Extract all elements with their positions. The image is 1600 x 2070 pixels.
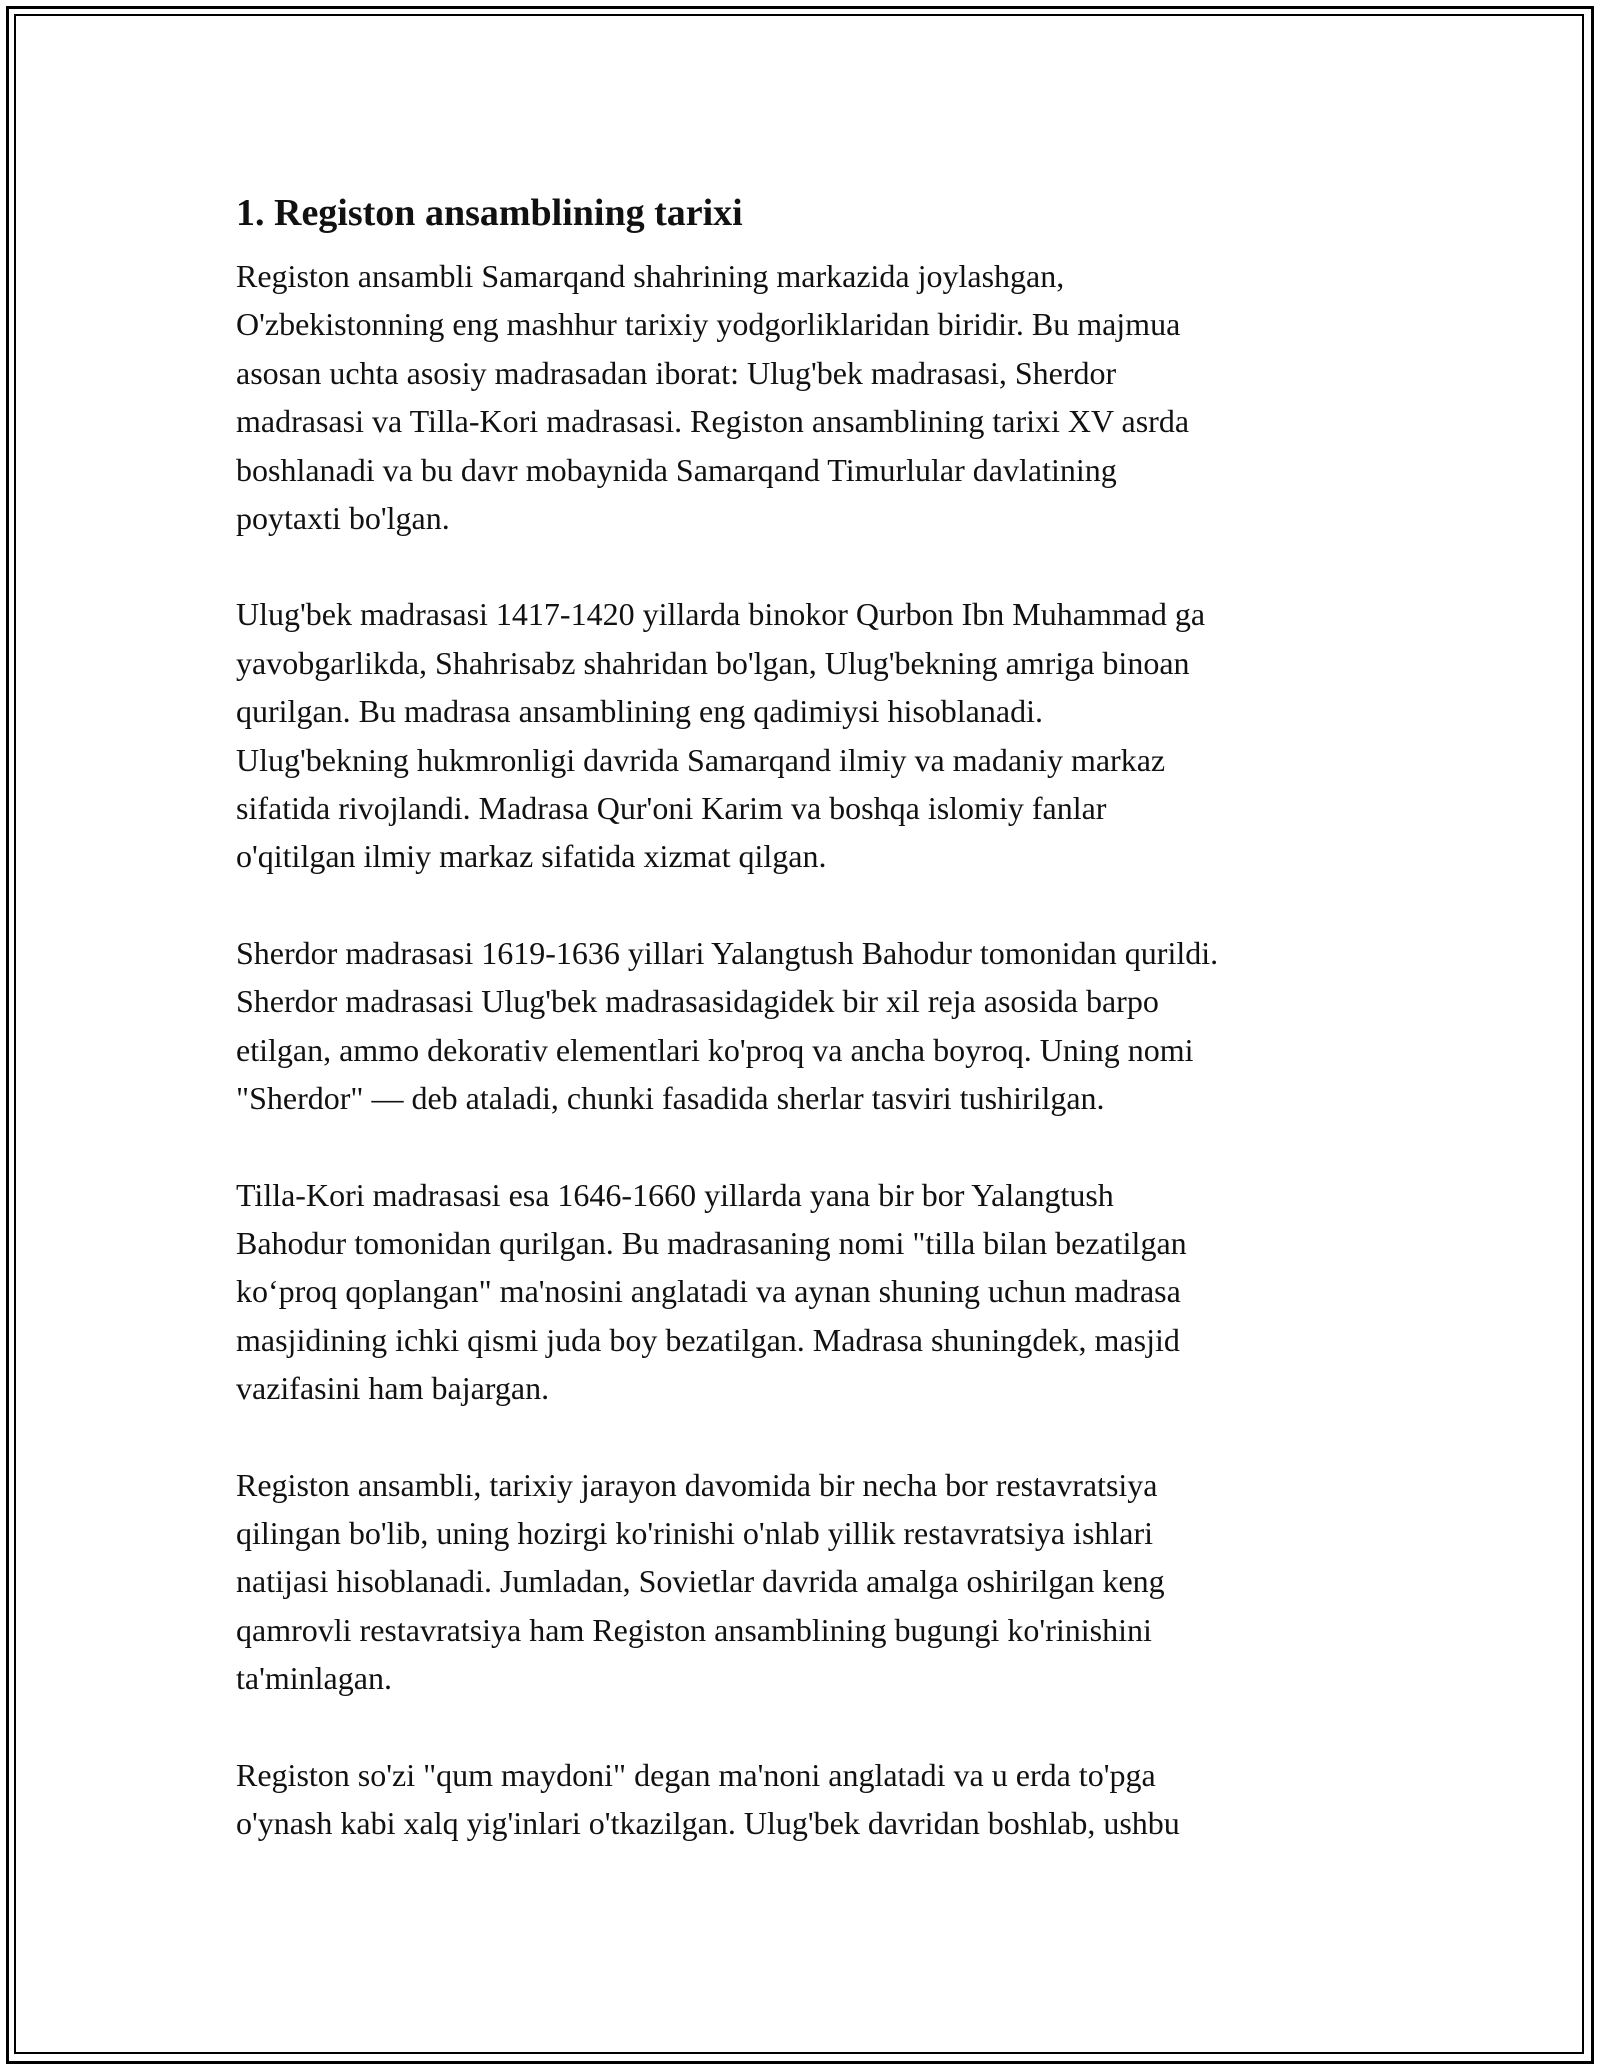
paragraph-sherdor-madrasa: Sherdor madrasasi 1619-1636 yillari Yalangtush Bahodur tomonidan qurildi. Sherdor madrasasi Ulug'bek madrasasidagidek bir xil reja asosida barpo etilgan, ammo dekorativ elementlari ko'proq va ancha boyroq. Uning nomi "Sherdor" — deb ataladi, chunki fasadida sherlar tasviri tushirilgan.: [236, 934, 1219, 1117]
paragraph-restoration: Registon ansambli, tarixiy jarayon davomida bir necha bor restavratsiya qilingan bo'lib, uning hozirgi ko'rinishi o'nlab yillik restavratsiya ishlari natijasi hisoblanadi. Jumladan, Sovietlar davrida amalga oshirilgan keng qamrovli restavratsiya ham Registon ansamblining bugungi ko'rinishini ta'minlagan.: [236, 1466, 1165, 1697]
paragraph-name-meaning: Registon so'zi "qum maydoni" degan ma'noni anglatadi va u erda to'pga o'ynash kabi xalq yig'inlari o'tkazilgan. Ulug'bek davridan boshlab, ushbu: [236, 1756, 1180, 1841]
section-heading: 1. Registon ansamblining tarixi: [236, 192, 743, 234]
paragraph-tilla-kori-madrasa: Tilla-Kori madrasasi esa 1646-1660 yillarda yana bir bor Yalangtush Bahodur tomonidan qurilgan. Bu madrasaning nomi "tilla bilan bezatilgan ko‘proq qoplangan" ma'nosini anglatadi va aynan shuning uchun madrasa masjidining ichki qismi juda boy bezatilgan. Madrasa shuningdek, masjid vazifasini ham bajargan.: [236, 1176, 1187, 1407]
paragraph-intro: Registon ansambli Samarqand shahrining markazida joylashgan, O'zbekistonning eng mashhur tarixiy yodgorliklaridan biridir. Bu majmua asosan uchta asosiy madrasadan iborat: Ulug'bek madrasasi, Sherdor madrasasi va Tilla-Kori madrasasi. Registon ansamblining tarixi XV asrda boshlanadi va bu davr mobaynida Samarqand Timurlular davlatining poytaxti bo'lgan.: [236, 258, 1190, 537]
paragraph-ulugbek-madrasa: Ulug'bek madrasasi 1417-1420 yillarda binokor Qurbon Ibn Muhammad ga yavobgarlikda, Shahrisabz shahridan bo'lgan, Ulug'bekning amriga binoan qurilgan. Bu madrasa ansamblining eng qadimiysi hisoblanadi. Ulug'bekning hukmronligi davrida Samarqand ilmiy va madaniy markaz sifatida rivojlandi. Madrasa Qur'oni Karim va boshqa islomiy fanlar o'qitilgan ilmiy markaz sifatida xizmat qilgan.: [236, 596, 1206, 875]
document-body: [236, 188, 1376, 1895]
